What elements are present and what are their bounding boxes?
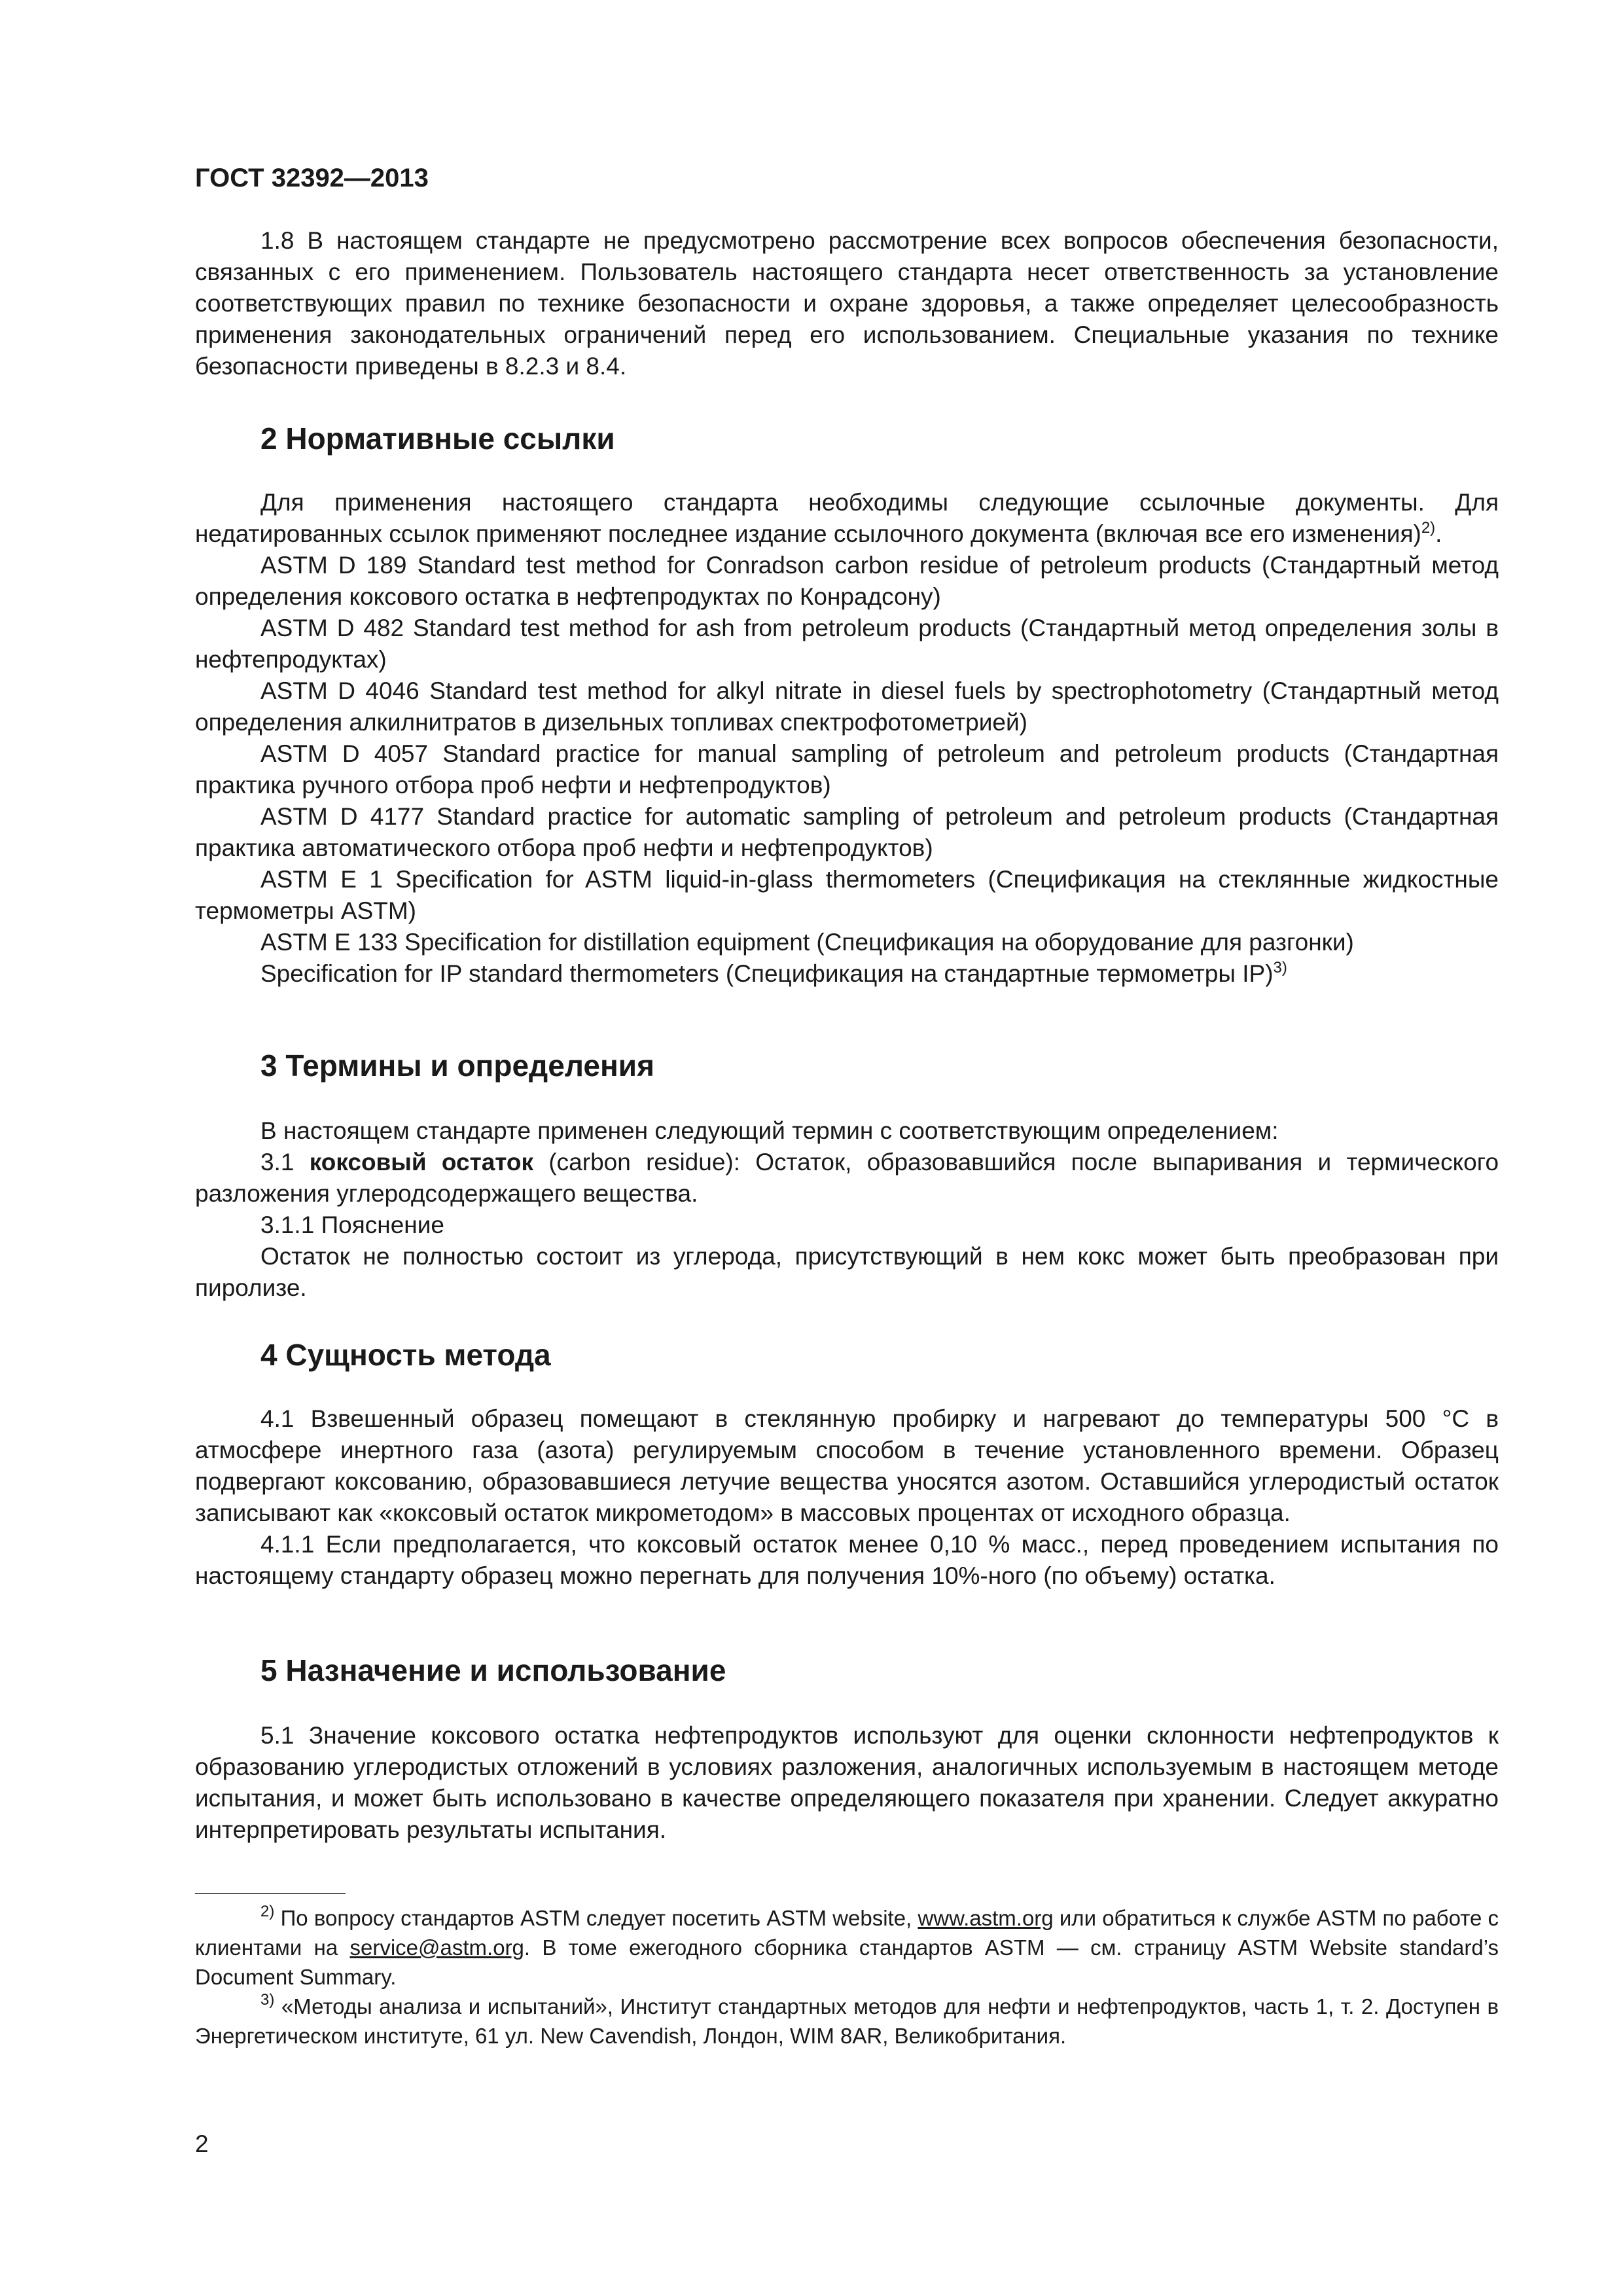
document-code-header: ГОСТ 32392—2013 <box>195 164 429 192</box>
footnote-ref-3: 3) <box>1273 959 1287 977</box>
footnote-2: $^{2)}$ По вопросу стандартов ASTM следует посетить ASTM website, www.astm.org или обратиться к службе ASTM по работе с клиентами на service@astm.org. В томе ежегодного сборника стандартов ASTM — см. страницу ASTM Website standard’s Document Summary. <box>195 1903 1499 1989</box>
footnote-3: $^{3)}$ «Методы анализа и испытаний», Институт стандартных методов для нефти и нефтепродуктов, часть 1, т. 2. Доступен в Энергетическом институте, 61 ул. New Cavendish, Лондон, WIM 8AR, Великобритания. <box>195 1991 1499 2048</box>
section-5 <box>195 1652 1499 1689</box>
section-2-body <box>195 487 1499 990</box>
reference-item: ASTM D 4177 Standard practice for automatic sampling of petroleum and petroleum products (Стандартная практика автоматического отбора проб нефти и нефтепродуктов) <box>195 803 1499 861</box>
section-4-body <box>195 1403 1499 1592</box>
astm-service-email-link[interactable]: service@astm.org <box>349 1935 524 1960</box>
reference-item: ASTM D 4057 Standard practice for manual sampling of petroleum and petroleum products (Стандартная практика ручного отбора проб нефти и нефтепродуктов) <box>195 740 1499 798</box>
term-note-label: 3.1.1 Пояснение <box>260 1211 444 1238</box>
paragraph-5-1: 5.1 Значение коксового остатка нефтепродуктов используют для оценки склонности нефтепродуктов к образованию углеродистых отложений в условиях разложения, аналогичных используемым в настоящем методе испытания, и может быть использовано в качестве определяющего показателя при хранении. Следует аккуратно интерпретировать результаты испытания. <box>195 1722 1499 1843</box>
section-5-heading: 5 Назначение и использование <box>260 1653 726 1687</box>
astm-website-link[interactable]: www.astm.org <box>918 1906 1054 1930</box>
footnote-ref-2: 2) <box>1421 519 1436 537</box>
terms-intro: В настоящем стандарте применен следующий термин с соответствующим определением: <box>260 1117 1279 1144</box>
section-2 <box>195 420 1499 457</box>
section-1-tail <box>195 225 1499 382</box>
footnote-divider <box>195 1893 346 1894</box>
section-4-heading: 4 Сущность метода <box>260 1338 551 1372</box>
term-definition: 3.1 коксовый остаток (carbon residue): Остаток, образовавшийся после выпаривания и термического разложения углеродсодержащего вещества. <box>195 1149 1499 1207</box>
normative-refs-intro: Для применения настоящего стандарта необходимы следующие ссылочные документы. Для недатированных ссылок применяют последнее издание ссылочного документа (включая все его изменения)$^{2)}$. <box>195 489 1499 547</box>
paragraph-1-8: 1.8 В настоящем стандарте не предусмотрено рассмотрение всех вопросов обеспечения безопасности, связанных с его применением. Пользователь настоящего стандарта несет ответственность за установление соответствующих правил по технике безопасности и охране здоровья, а также определяет целесообразность применения законодательных ограничений перед его использованием. Специальные указания по технике безопасности приведены в 8.2.3 и 8.4. <box>195 227 1499 380</box>
reference-item: ASTM D 189 Standard test method for Conradson carbon residue of petroleum products (Стандартный метод определения коксового остатка в нефтепродуктах по Конрадсону) <box>195 552 1499 610</box>
reference-item: ASTM E 133 Specification for distillation equipment (Спецификация на оборудование для разгонки) <box>260 929 1354 956</box>
page-number: 2 <box>195 2130 209 2157</box>
footnote-3-mark: 3) <box>260 1991 275 2009</box>
reference-item: ASTM D 4046 Standard test method for alkyl nitrate in diesel fuels by spectrophotometry (Стандартный метод определения алкилнитратов в дизельных топливах спектрофотометрией) <box>195 677 1499 736</box>
paragraph-4-1: 4.1 Взвешенный образец помещают в стеклянную пробирку и нагревают до температуры 500 °С в атмосфере инертного газа (азота) регулируемым способом в течение установленного времени. Образец подвергают коксованию, образовавшиеся летучие вещества уносятся азотом. Оставшийся углеродистый остаток записывают как «коксовый остаток микрометодом» в массовых процентах от исходного образца. <box>195 1405 1499 1526</box>
section-3-body <box>195 1115 1499 1304</box>
paragraph-4-1-1: 4.1.1 Если предполагается, что коксовый остаток менее 0,10 % масс., перед проведением испытания по настоящему стандарту образец можно перегнать для получения 10%-ного (по объему) остатка. <box>195 1531 1499 1589</box>
term-note-text: Остаток не полностью состоит из углерода, присутствующий в нем кокс может быть преобразован при пиролизе. <box>195 1243 1499 1301</box>
section-2-heading: 2 Нормативные ссылки <box>260 422 615 456</box>
reference-item-ip: Specification for IP standard thermometers (Спецификация на стандартные термометры IP)$^{3)}$ <box>260 959 1287 987</box>
footnote-2-mark: 2) <box>260 1903 275 1920</box>
footnotes <box>195 1903 1499 2051</box>
term-name: коксовый остаток <box>309 1149 534 1175</box>
section-3 <box>195 1047 1499 1084</box>
section-3-heading: 3 Термины и определения <box>260 1049 654 1083</box>
section-5-body <box>195 1720 1499 1846</box>
reference-item: ASTM E 1 Specification for ASTM liquid-in-glass thermometers (Спецификация на стеклянные жидкостные термометры ASTM) <box>195 866 1499 924</box>
reference-item: ASTM D 482 Standard test method for ash from petroleum products (Стандартный метод определения золы в нефтепродуктах) <box>195 615 1499 673</box>
section-4 <box>195 1336 1499 1373</box>
